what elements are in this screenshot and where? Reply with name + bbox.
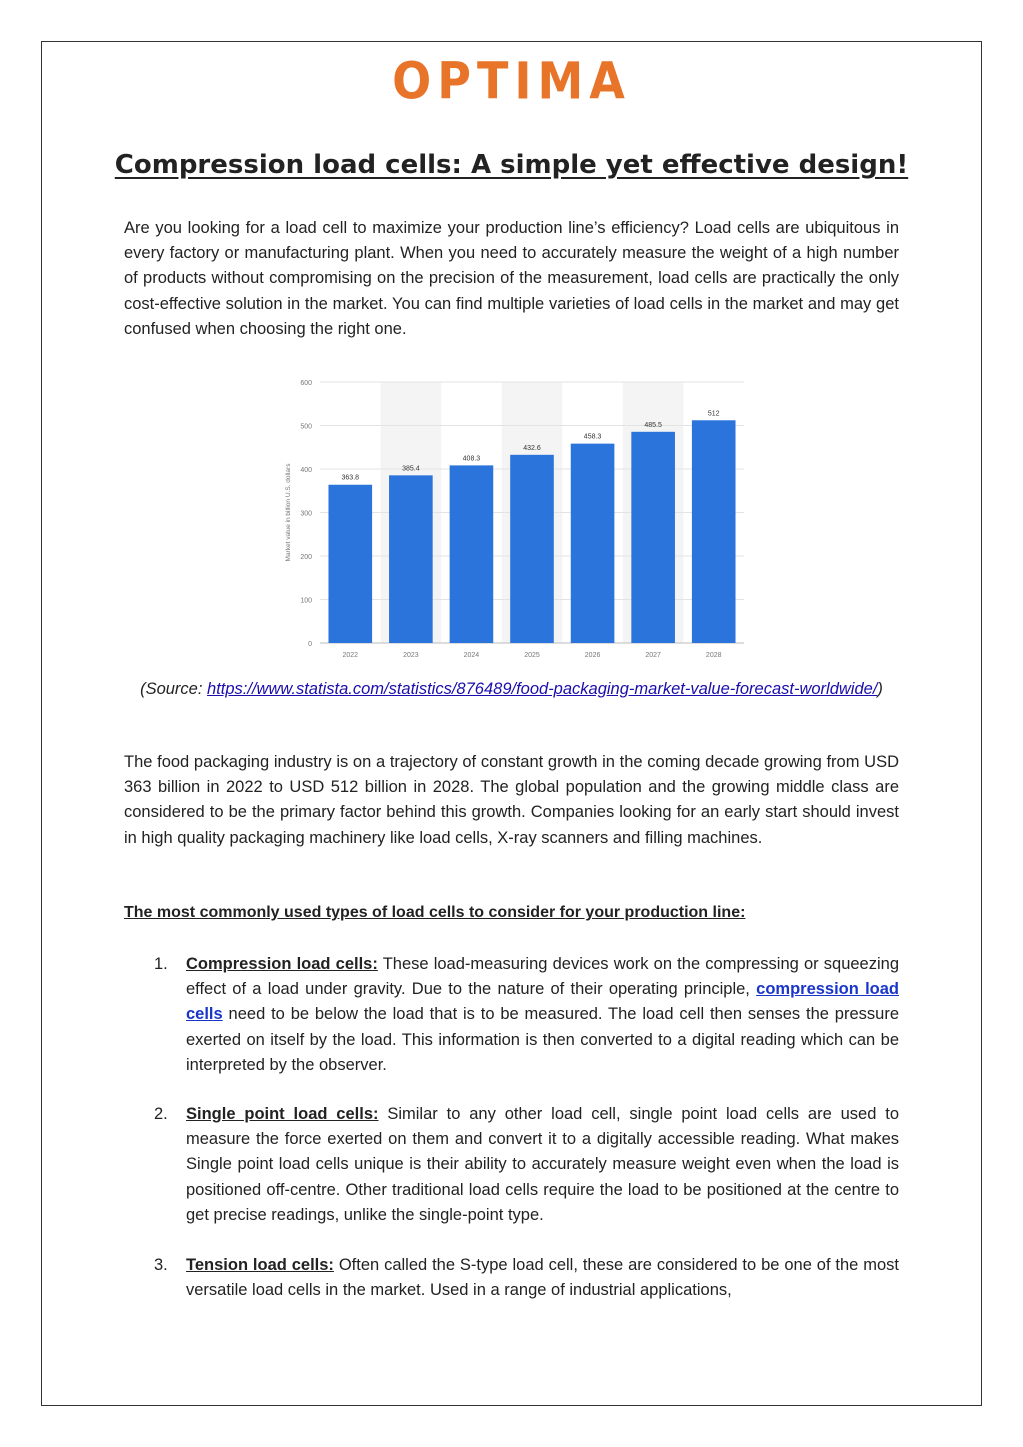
- market-value-chart: [278, 365, 754, 665]
- list-item-single-point: [124, 1102, 899, 1228]
- bar: [631, 432, 675, 643]
- source-link[interactable]: https://www.statista.com/statistics/876489/food-packaging-market-value-forecast-worldwide/: [207, 680, 878, 698]
- list-text-after-link: need to be below the load that is to be measured. The load cell then senses the pressure exerted on itself by the load. This information is then converted to a digital reading which can be interpreted by the observer.: [186, 1005, 899, 1074]
- body-paragraph: The food packaging industry is on a trajectory of constant growth in the coming decade growing from USD 363 billion in 2022 to USD 512 billion in 2028. The global population and the growing middle class are considered to be the primary factor behind this growth. Companies looking for an early start should invest in high quality packaging machinery like load cells, X-ray scanners and filling machines.: [124, 753, 899, 847]
- bar: [692, 420, 736, 643]
- bar-value-label: 512: [707, 410, 720, 418]
- x-tick-label: 2024: [463, 652, 480, 659]
- bar-chart-svg: [278, 365, 754, 665]
- list-item-body: [186, 1102, 899, 1228]
- y-tick-label: 300: [300, 510, 312, 518]
- list-term: Tension load cells:: [186, 1256, 334, 1274]
- compression-load-cells-link[interactable]: compression load cells: [186, 980, 899, 1024]
- x-tick-label: 2027: [645, 652, 661, 659]
- list-text: Often called the S-type load cell, these are considered to be one of the most versatile load cells in the market. Used in a range of industrial applications,: [186, 1256, 900, 1300]
- bar: [328, 485, 372, 643]
- bar-value-label: 408.3: [462, 455, 481, 463]
- x-tick-label: 2022: [342, 652, 359, 659]
- list-number: 3.: [154, 1256, 168, 1274]
- y-tick-label: 100: [300, 597, 312, 605]
- optima-logo: OPTIMA: [392, 51, 631, 111]
- source-suffix: ): [877, 680, 883, 698]
- list-item-tension: [124, 1253, 899, 1303]
- y-tick-label: 0: [308, 641, 312, 648]
- bar: [389, 475, 433, 643]
- bar-value-label: 458.3: [583, 433, 602, 441]
- section-subheading: The most commonly used types of load cells to consider for your production line:: [124, 904, 746, 921]
- y-tick-label: 600: [300, 380, 312, 387]
- y-tick-label: 400: [300, 467, 312, 474]
- list-number: 2.: [154, 1105, 168, 1123]
- x-tick-label: 2028: [705, 652, 722, 659]
- bar-value-label: 432.6: [523, 444, 541, 452]
- y-axis-label: Market value in billion U.S. dollars: [285, 463, 292, 562]
- list-term: Single point load cells:: [186, 1105, 379, 1123]
- list-text-before-link: These load-measuring devices work on the compressing or squeezing effect of a load under gravity. Due to the nature of their operating principle,: [186, 955, 899, 999]
- bar-value-label: 363.8: [341, 474, 360, 482]
- bar: [571, 444, 615, 643]
- y-tick-label: 200: [300, 554, 312, 561]
- list-item-body: [186, 952, 899, 1078]
- intro-paragraph: Are you looking for a load cell to maximize your production line’s efficiency? Load cells are ubiquitous in every factory or manufacturing plant. When you need to accurately measure the weight of a high number of products without compromising on the precision of the measurement, load cells are practically the only cost-effective solution in the market. You can find multiple varieties of load cells in the market and may get confused when choosing the right one.: [124, 219, 899, 338]
- x-tick-label: 2026: [584, 652, 601, 659]
- bar: [450, 465, 494, 643]
- list-term: Compression load cells:: [186, 955, 378, 973]
- source-prefix: (Source:: [140, 680, 208, 698]
- list-item-body: [186, 1253, 899, 1303]
- bar-value-label: 385.4: [402, 465, 420, 473]
- y-tick-label: 500: [300, 423, 312, 431]
- list-text: Similar to any other load cell, single point load cells are used to measure the force exerted on them and convert it to a digitally accessible reading. What makes Single point load cells unique is their ability to accurately measure weight even when the load is positioned off-centre. Other traditional load cells require the load to be positioned at the centre to get precise readings, unlike the single-point type.: [186, 1105, 899, 1224]
- bar-value-label: 485.5: [644, 421, 662, 429]
- x-tick-label: 2023: [403, 652, 419, 659]
- list-item-compression: [124, 952, 899, 1078]
- source-citation: [140, 677, 883, 701]
- list-number: 1.: [154, 955, 168, 973]
- x-tick-label: 2025: [524, 652, 540, 659]
- bar: [510, 455, 554, 643]
- article-title: Compression load cells: A simple yet effective design!: [114, 150, 909, 180]
